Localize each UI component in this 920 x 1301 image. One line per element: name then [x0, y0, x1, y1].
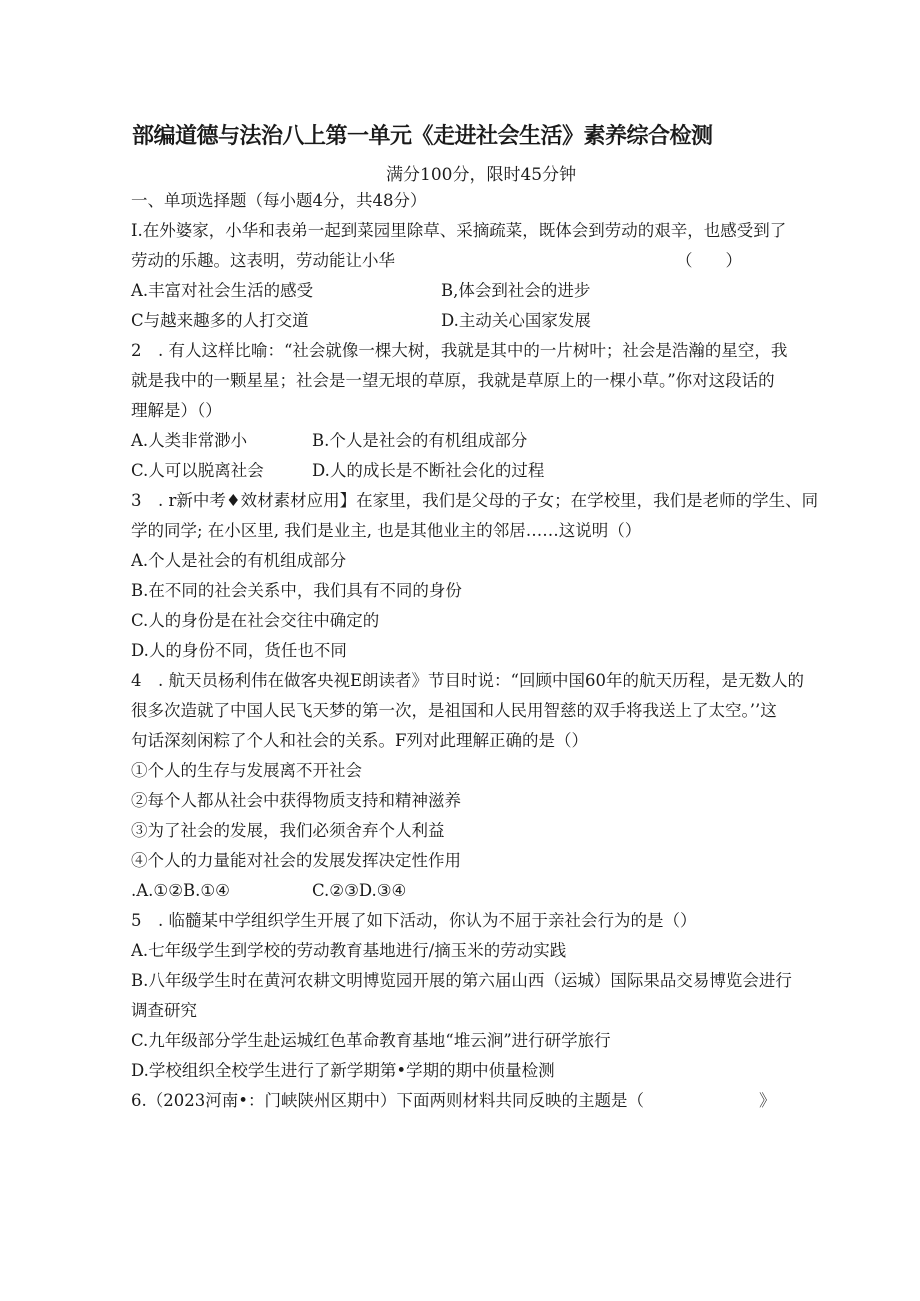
q5-option-c: C.九年级部分学生赴运城红色革命教育基地“堆云涧”进行研学旅行: [131, 1031, 611, 1050]
q2-line-3: 理解是）（）: [131, 401, 222, 420]
score-time-note: 满分100分，限时45分钟: [386, 165, 577, 185]
q4-statement-3: ③为了社会的发展，我们必须舍弃个人利益: [131, 821, 445, 840]
q1-line-2-text: 劳动的乐趣。这表明，劳动能让小华: [131, 251, 395, 270]
q1-options-ab: [131, 276, 879, 306]
q3-line-2: 学的同学; 在小区里, 我们是业主, 也是其他业主的邻居……这说明（）: [131, 521, 642, 540]
q1-answer-paren: （ ）: [676, 251, 742, 270]
q1-option-b: B,体会到社会的进步: [441, 281, 591, 300]
q5-option-b-line-2: 调查研究: [131, 1001, 197, 1020]
q5-option-b-line-1: B.八年级学生时在黄河农耕文明博览园开展的第六届山西（运城）国际果品交易博览会进行: [131, 971, 792, 990]
q4-statement-2: ②每个人都从社会中获得物质支持和精神滋养: [131, 791, 461, 810]
q2-options-ab: [131, 426, 879, 456]
q4-line-3: 句话深刻闲粽了个人和社会的关系。F列对此理解正确的是（）: [131, 731, 588, 750]
q2-line-2: 就是我中的一颗星星；社会是一望无垠的草原，我就是草原上的一棵小草。”你对这段话的: [131, 371, 775, 390]
q4-options: [131, 876, 879, 906]
q6-line-1: [131, 1086, 879, 1116]
q1-option-d: D.主动关心国家发展: [441, 311, 591, 330]
q2-option-b: B.个人是社会的有机组成部分: [312, 431, 528, 450]
q2-line-1: 2 . 有人这样比喻：“社会就像一棵大树，我就是其中的一片树叶；社会是浩瀚的星空，我: [131, 341, 788, 360]
q3-option-c: C.人的身份是在社会交往中确定的: [131, 611, 380, 630]
q3-option-d: D.人的身份不同，货任也不同: [131, 641, 347, 660]
q5-line-1: 5 . 临髓某中学组织学生开展了如下活动，你认为不屈于亲社会行为的是（）: [131, 911, 697, 930]
q4-option-ab: .A.①②B.①④: [131, 881, 230, 900]
section-heading: 一、单项选择题（每小题4分，共48分）: [131, 191, 427, 210]
q3-option-b: B.在不同的社会关系中，我们具有不同的身份: [131, 581, 462, 600]
q1-line-1: I.在外婆家，小华和表弟一起到菜园里除草、采摘疏菜，既体会到劳动的艰辛，也感受到了: [131, 221, 787, 240]
q1-line-2: [131, 246, 879, 276]
document-title: 部编道德与法治八上第一单元《走进社会生活》素养综合检测: [132, 124, 713, 149]
q4-line-2: 很多次造就了中国人民飞天梦的第一次，是祖国和人民用智慈的双手将我送上了太空。’’这: [131, 701, 777, 720]
q4-option-cd: C.②③D.③④: [312, 881, 407, 900]
q3-option-a: A.个人是社会的有机组成部分: [131, 551, 347, 570]
q6-paren-close: 》: [759, 1091, 776, 1110]
exam-body: [131, 186, 879, 1116]
q2-option-c: C.人可以脱离社会: [131, 461, 264, 480]
q6-line-1-text: 6.（2023河南•：门峡陕州区期中）下面两则材料共同反映的主题是（: [131, 1091, 644, 1110]
q2-options-cd: [131, 456, 879, 486]
q2-option-d: D.人的成长是不断社会化的过程: [312, 461, 545, 480]
q1-options-cd: [131, 306, 879, 336]
q5-option-a: A.七年级学生到学校的劳动教育基地进行/摘玉米的劳动实践: [131, 941, 567, 960]
q1-option-a: A.丰富对社会生活的感受: [131, 281, 314, 300]
q1-option-c: C与越来趣多的人打交道: [131, 311, 309, 330]
q3-line-1: 3 . r新中考♦效材素材应用】在家里，我们是父母的子女；在学校里，我们是老师的学生、同: [131, 491, 819, 510]
q4-statement-4: ④个人的力量能对社会的发展发挥决定性作用: [131, 851, 461, 870]
q2-option-a: A.人类非常渺小: [131, 431, 248, 450]
q4-statement-1: ①个人的生存与发展离不开社会: [131, 761, 362, 780]
q4-line-1: 4 . 航天员杨利伟在做客央视E朗读者》节目时说：“回顾中国60年的航天历程，是无数人的: [131, 671, 804, 690]
q5-option-d: D.学校组织全校学生进行了新学期第•学期的期中侦量检测: [131, 1061, 555, 1080]
